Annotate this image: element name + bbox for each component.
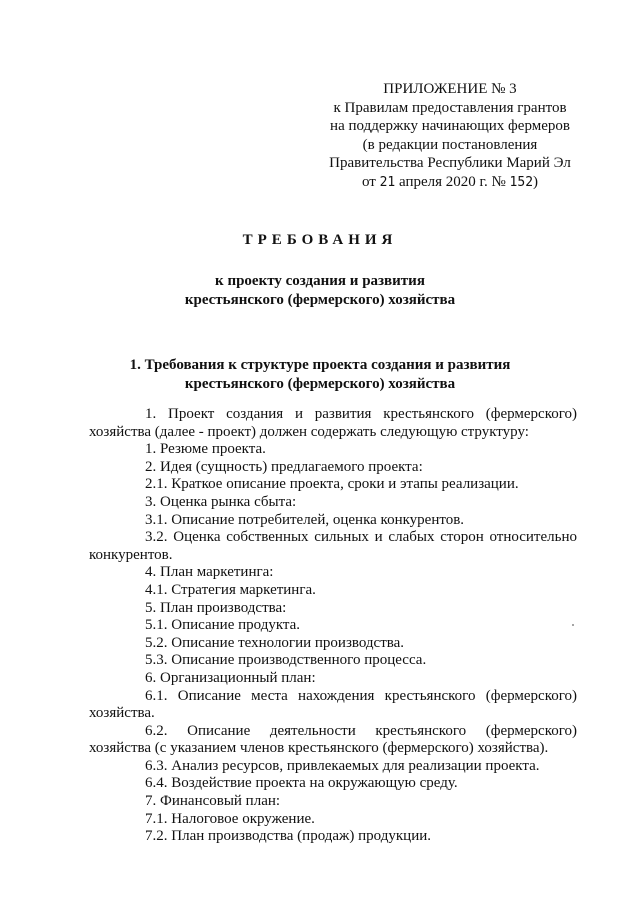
intro-line-1: 1. Проект создания и развития крестьянского (фермерского) (145, 406, 577, 422)
appendix-line-4: Правительства Республики Марий Эл (329, 155, 571, 171)
list-item: 4.1. Стратегия маркетинга. (145, 581, 316, 598)
section-heading (60, 356, 580, 393)
date-number: 152 (509, 174, 534, 190)
list-item: 3.1. Описание потребителей, оценка конкурентов. (145, 511, 465, 528)
list-item: 3.2. Оценка собственных сильных и слабых сторон относительно (145, 529, 577, 546)
list-item: 6.1. Описание места нахождения крестьянского (фермерского) (145, 687, 577, 704)
appendix-line-1: к Правилам предоставления грантов (333, 99, 567, 116)
section-heading-line-1: 1. Требования к структуре проекта создания и развития (129, 357, 511, 373)
list-item-continuation: хозяйства. (89, 705, 155, 722)
appendix-date-line (300, 173, 600, 193)
appendix-line-3: (в редакции постановления (362, 136, 538, 153)
date-prefix: от (361, 173, 376, 190)
document-subtitle (0, 272, 640, 309)
list-item: 5. План производства: (145, 599, 287, 616)
list-item: 2.1. Краткое описание проекта, сроки и этапы реализации. (145, 476, 519, 493)
list-item: 7. Финансовый план: (145, 793, 281, 810)
list-item: 1. Резюме проекта. (145, 441, 266, 458)
list-item: 7.2. План производства (продаж) продукции. (145, 828, 432, 845)
scan-speck (572, 624, 574, 626)
list-item-continuation: конкурентов. (89, 546, 173, 563)
appendix-number: ПРИЛОЖЕНИЕ № 3 (383, 81, 517, 97)
list-item: 5.2. Описание технологии производства. (145, 634, 405, 651)
list-item-continuation: хозяйства (с указанием членов крестьянского (фермерского) хозяйства). (89, 740, 549, 757)
date-middle: апреля 2020 г. № (398, 173, 506, 190)
section-heading-line-2: крестьянского (фермерского) хозяйства (184, 375, 456, 392)
list-item: 6. Организационный план: (145, 669, 316, 686)
date-suffix: ) (533, 173, 539, 190)
list-item: 6.3. Анализ ресурсов, привлекаемых для реализации проекта. (145, 757, 540, 774)
list-item: 7.1. Налоговое окружение. (145, 810, 315, 827)
subtitle-line-1: к проекту создания и развития (215, 273, 425, 289)
appendix-header (300, 80, 600, 192)
list-item: 6.4. Воздействие проекта на окружающую среду. (145, 775, 458, 792)
appendix-line-2: на поддержку начинающих фермеров (330, 118, 570, 134)
list-item: 3. Оценка рынка сбыта: (145, 493, 297, 510)
list-item: 5.1. Описание продукта. (145, 617, 301, 634)
list-item: 6.2. Описание деятельности крестьянского (фермерского) (145, 722, 577, 739)
intro-line-2: хозяйства (далее - проект) должен содержать следующую структуру: (89, 423, 529, 440)
list-item: 2. Идея (сущность) предлагаемого проекта: (145, 458, 423, 475)
list-item: 5.3. Описание производственного процесса. (145, 652, 427, 669)
document-title: ТРЕБОВАНИЯ (242, 232, 398, 248)
date-day: 21 (379, 174, 396, 190)
subtitle-line-2: крестьянского (фермерского) хозяйства (184, 291, 456, 308)
list-item: 4. План маркетинга: (145, 564, 274, 581)
section-body (89, 406, 577, 846)
